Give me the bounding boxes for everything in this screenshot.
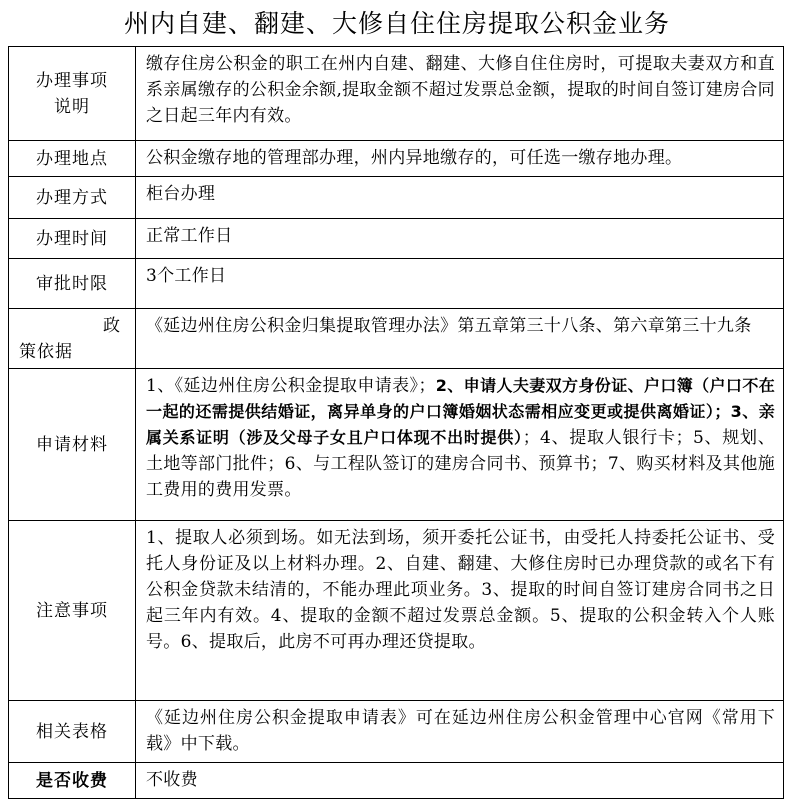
content-policy: 《延边州住房公积金归集提取管理办法》第五章第三十八条、第六章第三十九条 bbox=[136, 309, 784, 369]
row-notes bbox=[9, 521, 784, 701]
materials-part3: ；4、提取人银行卡；5、规划、土地等部门批件；6、与工程队签订的建房合同书、预算书；7、购买材料及其他施工费用的费用发票。 bbox=[146, 428, 775, 500]
info-table bbox=[8, 46, 784, 799]
page-title: 州内自建、翻建、大修自住住房提取公积金业务 bbox=[123, 9, 670, 38]
row-materials bbox=[9, 369, 784, 521]
content-time-limit: 3个工作日 bbox=[136, 259, 784, 309]
label-location: 办理地点 bbox=[9, 141, 136, 177]
row-fee bbox=[9, 763, 784, 799]
label-method: 办理方式 bbox=[9, 177, 136, 219]
content-location: 公积金缴存地的管理部办理，州内异地缴存的，可任选一缴存地办理。 bbox=[136, 141, 784, 177]
materials-part2: 2、申请人夫妻双方身份证、户口簿（户口不在一起的还需提供结婚证，离异单身的户口簿婚姻状态需相应变更或提供离婚证）；3、亲属关系证明（涉及父母子女且户口体现不出时提供） bbox=[146, 376, 776, 447]
content-fee: 不收费 bbox=[136, 763, 784, 799]
label-notes: 注意事项 bbox=[9, 521, 136, 701]
content-materials bbox=[136, 369, 784, 521]
label-description-line2: 说明 bbox=[54, 96, 90, 117]
content-forms: 《延边州住房公积金提取申请表》可在延边州住房公积金管理中心官网《常用下载》中下载。 bbox=[136, 701, 784, 763]
label-policy-line2: 策依据 bbox=[19, 341, 73, 362]
row-method bbox=[9, 177, 784, 219]
row-description bbox=[9, 47, 784, 141]
content-notes: 1、提取人必须到场。如无法到场，须开委托公证书，由受托人持委托公证书、受托人身份证及以上材料办理。2、自建、翻建、大修住房时已办理贷款的或名下有公积金贷款未结清的，不能办理此项业务。3、提取的时间自签订建房合同书之日起三年内有效。4、提取的金额不超过发票总金额。5、提取的公积金转入个人账号。6、提取后，此房不可再办理还贷提取。 bbox=[136, 521, 784, 701]
label-hours: 办理时间 bbox=[9, 219, 136, 259]
label-description-line1: 办理事项 bbox=[36, 70, 108, 91]
label-forms: 相关表格 bbox=[9, 701, 136, 763]
label-description bbox=[9, 47, 136, 141]
content-description: 缴存住房公积金的职工在州内自建、翻建、大修自住住房时，可提取夫妻双方和直系亲属缴存的公积金余额,提取金额不超过发票总金额，提取的时间自签订建房合同之日起三年内有效。 bbox=[136, 47, 784, 141]
row-forms bbox=[9, 701, 784, 763]
label-materials: 申请材料 bbox=[9, 369, 136, 521]
row-time-limit bbox=[9, 259, 784, 309]
label-time-limit: 审批时限 bbox=[9, 259, 136, 309]
label-fee: 是否收费 bbox=[9, 763, 136, 799]
row-policy bbox=[9, 309, 784, 369]
row-hours bbox=[9, 219, 784, 259]
label-policy-line1: 政 bbox=[103, 315, 121, 336]
label-policy bbox=[9, 309, 136, 369]
materials-part1: 1、《延边州住房公积金提取申请表》； bbox=[146, 376, 436, 396]
row-location bbox=[9, 141, 784, 177]
content-hours: 正常工作日 bbox=[136, 219, 784, 259]
content-method: 柜台办理 bbox=[136, 177, 784, 219]
